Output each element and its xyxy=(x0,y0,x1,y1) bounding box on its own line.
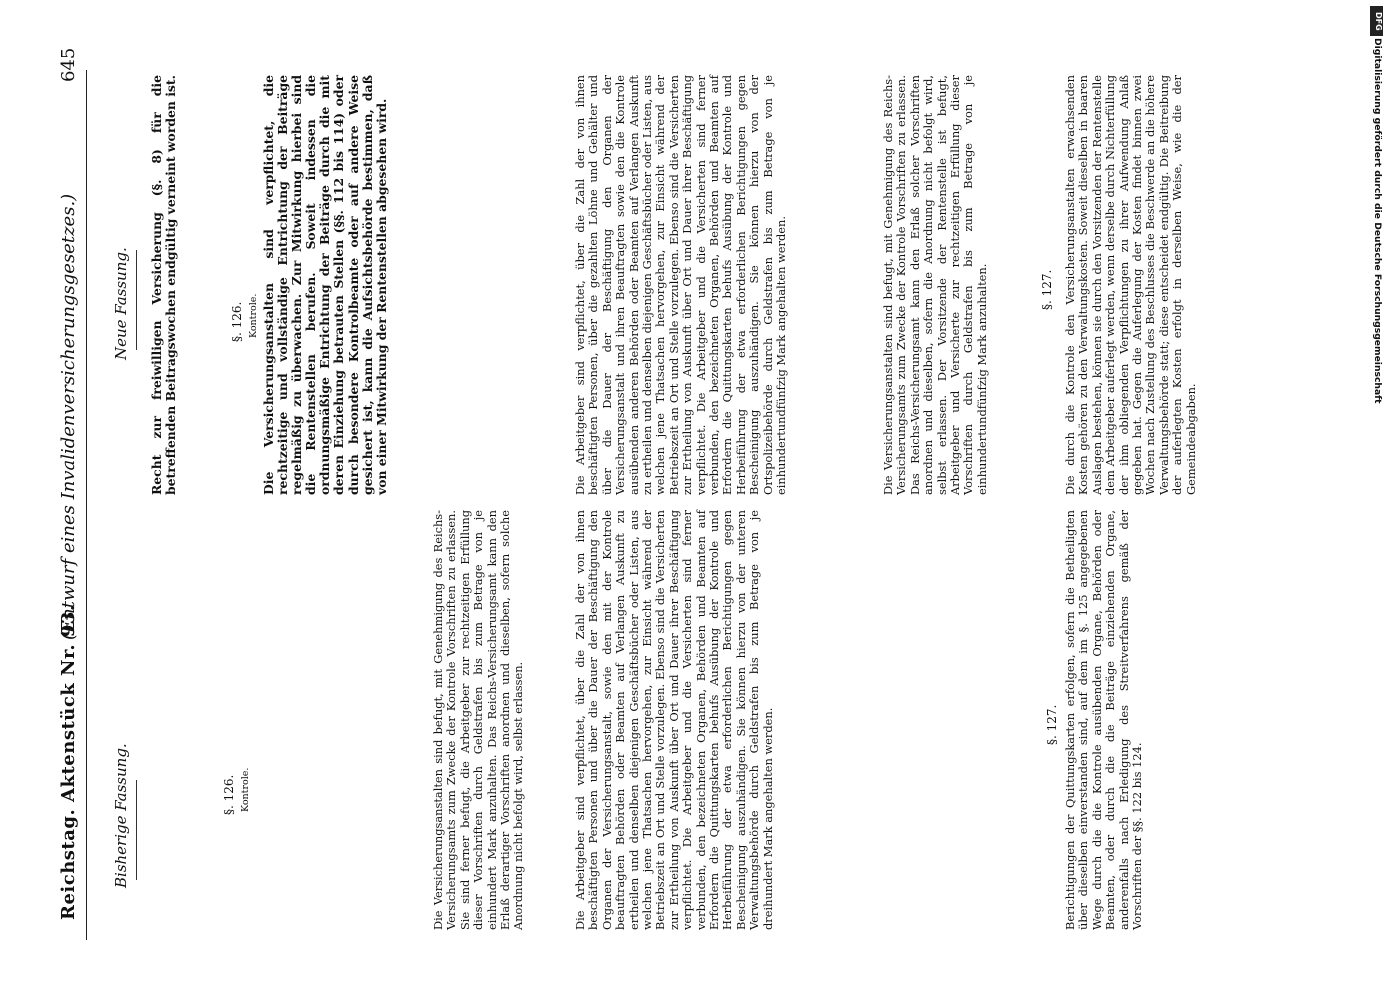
old-s127-number: §. 127. xyxy=(1045,704,1059,745)
running-header-left: Reichstag. Aktenstück Nr. 93. xyxy=(58,604,79,920)
new-recht-paragraph: Recht zur freiwilligen Versicherung (§. 8) für die betreffenden Beitragswochen endgültig verneint worden ist. xyxy=(149,75,179,495)
old-heading-rule xyxy=(136,780,137,880)
dfg-logo: DFG xyxy=(1370,6,1383,36)
old-s127-paragraph: Berichtigungen der Quittungskarten erfolgen, sofern die Betheiligten über dieselben einverstanden sind, auf dem im §. 125 angegebenen Wege durch die die Kontrole ausübenden Organe, Behörden oder Beamten, oder durch die die Beiträge einziehenden Organe, anderenfalls nach Erledigung des Streitverfahrens gemäß der Vorschriften der §§. 122 bis 124. xyxy=(1063,510,1145,930)
old-s126-title: Kontrole. xyxy=(240,767,251,812)
new-s127-paragraph: Die durch die Kontrole den Versicherungsanstalten erwachsenden Kosten gehören zu den Verwaltungskosten. Soweit dieselben in baaren Auslagen bestehen, können sie durch den Vorsitzenden der Rentenstelle dem Arbeitgeber auferlegt werden, wenn derselbe durch Nichterfüllung der ihm obliegenden Verpflichtungen zu ihrer Aufwendung Anlaß gegeben hat. Gegen die Auferlegung der Kosten findet binnen zwei Wochen nach Zustellung des Beschlusses die Beschwerde an die höhere Verwaltungsbehörde statt; diese entscheidet endgültig. Die Beitreibung der auferlegten Kosten erfolgt in derselben Weise, wie die der Gemeindeabgaben. xyxy=(1063,75,1198,495)
page-number: 645 xyxy=(58,47,79,82)
header-rule xyxy=(86,70,87,940)
new-s126-number: §. 126. xyxy=(230,301,244,342)
old-column-heading: Bisherige Fassung. xyxy=(112,743,130,888)
new-s126-paragraph-2: Die Arbeitgeber sind verpflichtet, über die Zahl der von ihnen beschäftigten Personen, über die gezahlten Löhne und Gehälter und über die Dauer der Beschäftigung den Organen der Versicherungsanstalt und ihren Beauftragten sowie den die Kontrole ausübenden anderen Behörden oder Beamten auf Verlangen Auskunft zu ertheilen und denselben diejenigen Geschäftsbücher oder Listen, aus welchen jene Thatsachen hervorgehen, zur Einsicht während der Betriebszeit an Ort und Stelle vorzulegen. Ebenso sind die Versicherten zur Ertheilung von Auskunft über Ort und Dauer ihrer Beschäftigung verpflichtet. Die Arbeitgeber und die Versicherten sind ferner verbunden, den bezeichneten Organen, Behörden und Beamten auf Erfordern die Quittungskarten behufs Ausübung der Kontrole und Herbeiführung der etwa erforderlichen Berichtigungen gegen Bescheinigung auszuhändigen. Sie können hierzu von der Ortspolizeibehörde durch Geldstrafen bis zum Betrage von je einhundertundfünfzig Mark angehalten werden. xyxy=(573,75,789,495)
old-s126-paragraph-2: Die Arbeitgeber sind verpflichtet, über die Zahl der von ihnen beschäftigten Personen und über die Dauer der Beschäftigung den Organen der Versicherungsanstalt, sowie den mit der Kontrole beauftragten Behörden oder Beamten auf Verlangen Auskunft zu ertheilen und denselben diejenigen Geschäftsbücher oder Listen, aus welchen jene Thatsachen hervorgehen, zur Einsicht während der Betriebszeit an Ort und Stelle vorzulegen. Ebenso sind die Versicherten zur Ertheilung von Auskunft über Ort und Dauer ihrer Beschäftigung verpflichtet. Die Arbeitgeber und die Versicherten sind ferner verbunden, den bezeichneten Organen, Behörden und Beamten auf Erfordern die Quittungskarten behufs Ausübung der Kontrole und Herbeiführung der etwa erforderlichen Berichtigungen gegen Bescheinigung auszuhändigen. Sie können hierzu von der unteren Verwaltungsbehörde durch Geldstrafen bis zum Betrage von je dreihundert Mark angehalten werden. xyxy=(573,510,775,930)
new-heading-rule xyxy=(136,250,137,350)
digitization-note: Digitalisierung gefördert durch die Deutsche Forschungsgemeinschaft xyxy=(1372,38,1383,404)
old-s126-number: §. 126. xyxy=(222,774,236,815)
new-s126-paragraph-3: Die Versicherungsanstalten sind befugt, mit Genehmigung des Reichs-Versicherungsamts zum Zwecke der Kontrole Vorschriften zu erlassen. Das Reichs-Versicherungsamt kann den Erlaß solcher Vorschriften anordnen und dieselben, sofern die Anordnung nicht befolgt wird, selbst erlassen. Der Vorsitzende der Rentenstelle ist befugt, Arbeitgeber und Versicherte zur rechtzeitigen Erfüllung dieser Vorschriften durch Geldstrafen bis zum Betrage von je einhundertundfünfzig Mark anzuhalten. xyxy=(881,75,989,495)
old-s126-paragraph-1: Die Versicherungsanstalten sind befugt, mit Genehmigung des Reichs-Versicherungsamts zum Zwecke der Kontrole Vorschriften zu erlassen. Sie sind ferner befugt, die Arbeitgeber zur rechtzeitigen Erfüllung dieser Vorschriften durch Geldstrafen bis zum Betrage von je einhundert Mark anzuhalten. Das Reichs-Versicherungsamt kann den Erlaß derartiger Vorschriften anordnen und dieselben, sofern solche Anordnung nicht befolgt wird, selbst erlassen. xyxy=(431,510,526,930)
new-s127-number: §. 127. xyxy=(1040,269,1054,310)
new-s126-title: Kontrole. xyxy=(248,293,259,338)
new-s126-paragraph-1: Die Versicherungsanstalten sind verpflichtet, die rechtzeitige und vollständige Entrichtung der Beiträge regelmäßig zu überwachen. Zur Mitwirkung hierbei sind die Rentenstellen berufen. Soweit indessen die ordnungsmäßige Entrichtung der Beiträge durch die mit deren Einziehung betrauten Stellen (§§. 112 bis 114) oder durch besondere Kontrolbeamte oder auf andere Weise gesichert ist, kann die Aufsichtsbehörde bestimmen, daß von einer Mitwirkung der Rentenstellen abgesehen wird. xyxy=(261,75,389,495)
new-column-heading: Neue Fassung. xyxy=(112,247,130,360)
running-header-center: (Entwurf eines Invalidenversicherungsgesetzes.) xyxy=(58,193,79,640)
